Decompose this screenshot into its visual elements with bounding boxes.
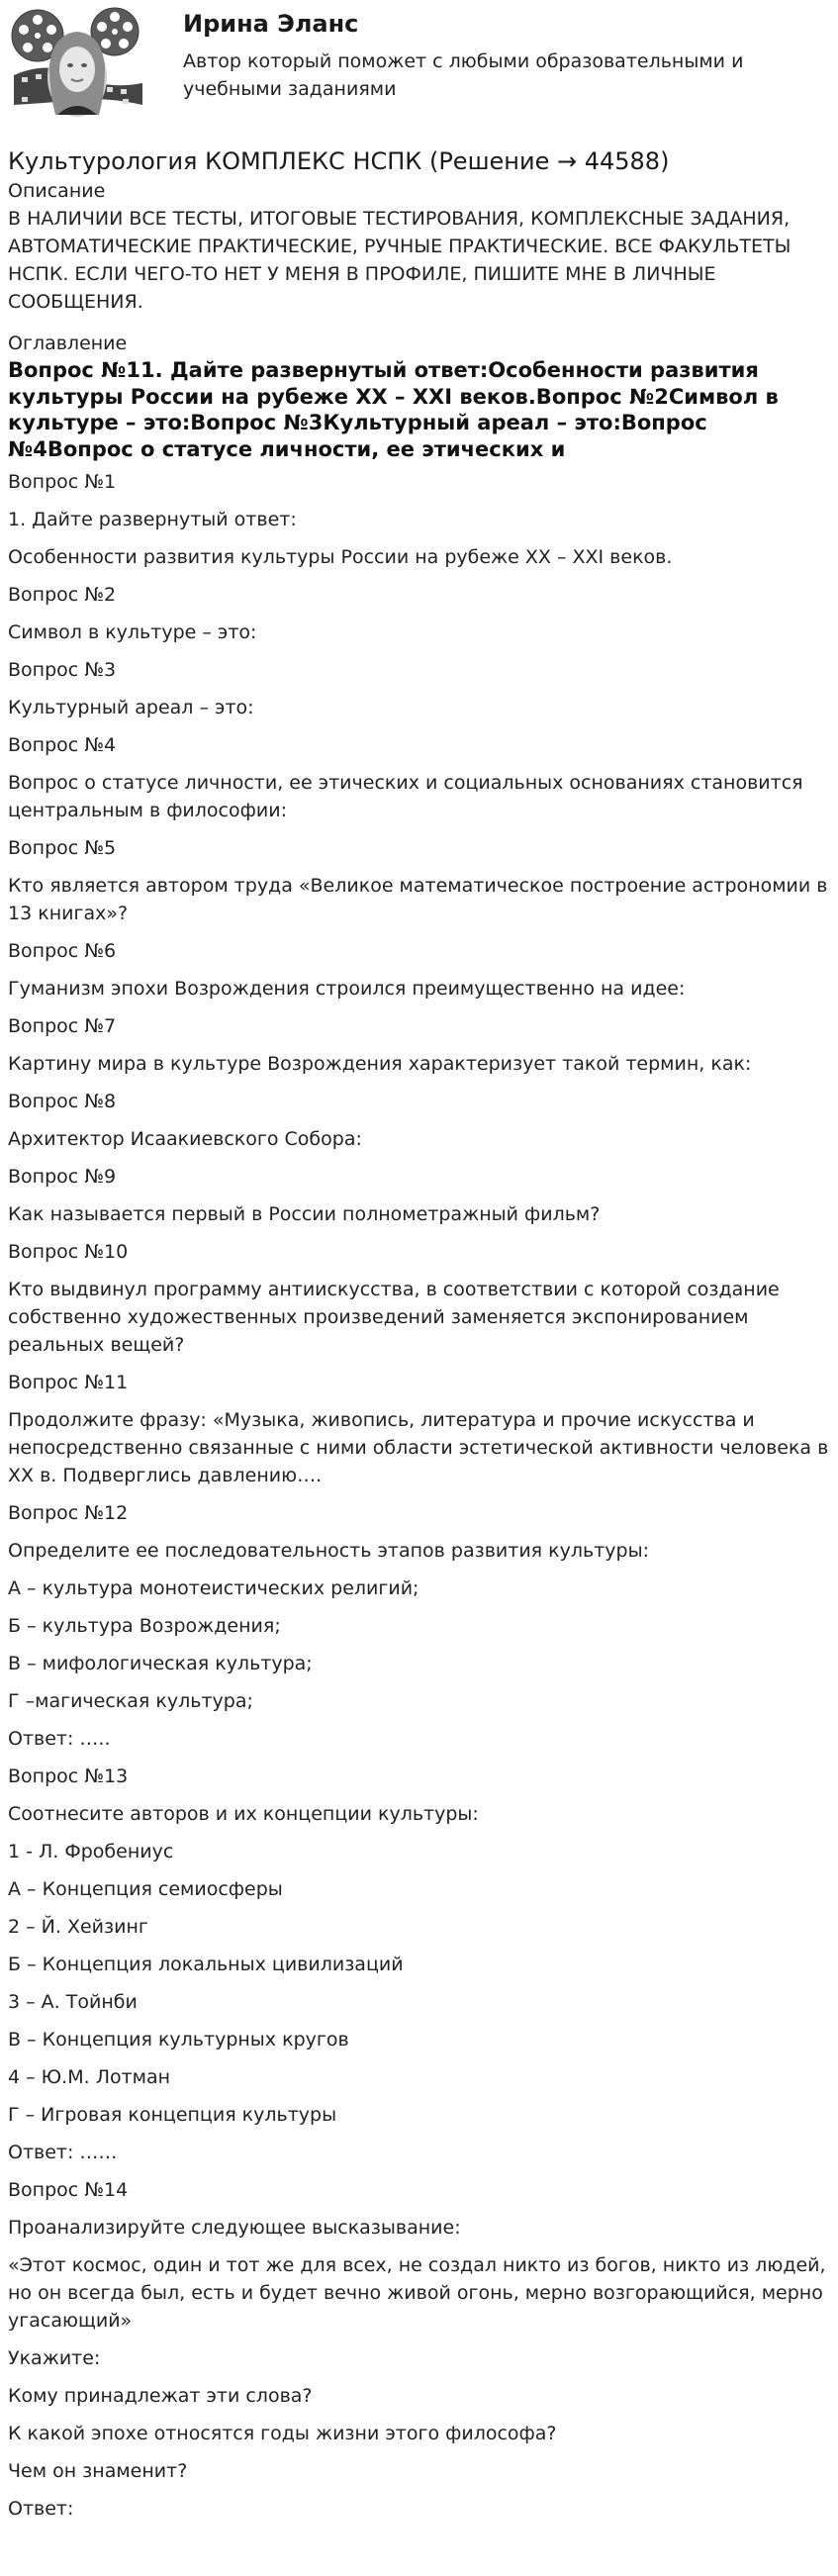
author-description: Автор который поможет с любыми образовательными и учебными заданиями	[183, 50, 744, 100]
question-text: Культурный ареал – это:	[8, 697, 254, 718]
question-text: Кто является автором труда «Великое математическое построение астрономии в 13 книгах»?	[8, 875, 828, 924]
question-header: Вопрос №13	[8, 1765, 129, 1787]
question-header: Вопрос №8	[8, 1091, 117, 1112]
description-text: В НАЛИЧИИ ВСЕ ТЕСТЫ, ИТОГОВЫЕ ТЕСТИРОВАНИЯ, КОМПЛЕКСНЫЕ ЗАДАНИЯ, АВТОМАТИЧЕСКИЕ ПРАКТИЧЕСКИЕ, РУЧНЫЕ ПРАКТИЧЕСКИЕ. ВСЕ ФАКУЛЬТЕТЫ НСПК. ЕСЛИ ЧЕГО-ТО НЕТ У МЕНЯ В ПРОФИЛЕ, ПИШИТЕ МНЕ В ЛИЧНЫЕ СООБЩЕНИЯ.	[8, 208, 791, 313]
film-reel-avatar-icon	[8, 6, 146, 125]
question-text: Особенности развития культуры России на рубеже XX – XXI веков.	[8, 546, 673, 568]
question-header: Вопрос №6	[8, 940, 117, 962]
match-item: 2 – Й. Хейзинг	[8, 1916, 148, 1938]
answer-option: Б – культура Возрождения;	[8, 1615, 281, 1637]
question-text: Продолжите фразу: «Музыка, живопись, литература и прочие искусства и непосредственно связанные с ними области эстетической активности человека в XX в. Подверглись давлению….	[8, 1409, 829, 1486]
question-text: Проанализируйте следующее высказывание:	[8, 2217, 461, 2239]
author-header	[0, 0, 838, 139]
question-text: Кому принадлежат эти слова?	[8, 2385, 313, 2407]
question-text: Гуманизм эпохи Возрождения строился преимущественно на идее:	[8, 978, 686, 1000]
question-header: Вопрос №3	[8, 659, 117, 681]
author-avatar[interactable]	[8, 6, 146, 125]
question-text: Кто выдвинул программу антиискусства, в соответствии с которой создание собственно художественных произведений заменяется экспонированием реальных вещей?	[8, 1279, 780, 1356]
question-text: К какой эпохе относятся годы жизни этого философа?	[8, 2423, 557, 2444]
answer-option: Г –магическая культура;	[8, 1690, 253, 1712]
question-header: Вопрос №10	[8, 1241, 129, 1263]
question-text: Чем он знаменит?	[8, 2460, 188, 2482]
question-text: Укажите:	[8, 2347, 101, 2369]
match-item: 3 – А. Тойнби	[8, 1991, 138, 2013]
question-header: Вопрос №14	[8, 2179, 129, 2201]
question-text: Соотнесите авторов и их концепции культуры:	[8, 1803, 479, 1825]
question-header: Вопрос №12	[8, 1502, 129, 1524]
match-item: Г – Игровая концепция культуры	[8, 2104, 337, 2126]
answer-option: В – мифологическая культура;	[8, 1653, 313, 1674]
table-of-contents: Вопрос №11. Дайте развернутый ответ:Особенности развития культуры России на рубеже XX – XXI веков.Вопрос №2Символ в культуре – это:Вопрос №3Культурный ареал – это:Вопрос №4Вопрос о статусе личности, ее этических и	[8, 358, 779, 461]
match-item: 1 - Л. Фробениус	[8, 1841, 174, 1862]
answer-placeholder: Ответ:	[8, 2498, 74, 2520]
question-text: Определите ее последовательность этапов развития культуры:	[8, 1540, 649, 1562]
question-header: Вопрос №9	[8, 1166, 117, 1188]
question-header: Вопрос №2	[8, 584, 117, 606]
match-item: Б – Концепция локальных цивилизаций	[8, 1954, 404, 1975]
match-item: В – Концепция культурных кругов	[8, 2029, 349, 2051]
quote-text: «Этот космос, один и тот же для всех, не создал никто из богов, никто из людей, но он всегда был, есть и будет вечно живой огонь, мерно возгорающийся, мерно угасающий»	[8, 2254, 826, 2332]
question-text: Архитектор Исаакиевского Собора:	[8, 1128, 362, 1150]
match-item: 4 – Ю.М. Лотман	[8, 2066, 171, 2088]
answer-option: А – культура монотеистических религий;	[8, 1577, 419, 1599]
document-title: Культурология КОМПЛЕКС НСПК (Решение → 44588)	[8, 147, 670, 175]
document-body	[8, 462, 830, 2523]
question-header: Вопрос №5	[8, 837, 117, 859]
question-header: Вопрос №4	[8, 734, 117, 756]
answer-placeholder: Ответ: ……	[8, 2142, 118, 2163]
question-text: Символ в культуре – это:	[8, 621, 257, 643]
match-item: А – Концепция семиосферы	[8, 1878, 283, 1900]
question-header: Вопрос №1	[8, 471, 117, 493]
author-name[interactable]: Ирина Эланс	[183, 10, 359, 38]
question-header: Вопрос №7	[8, 1015, 117, 1037]
question-header: Вопрос №11	[8, 1372, 129, 1393]
toc-label: Оглавление	[8, 333, 128, 354]
question-text: Картину мира в культуре Возрождения характеризует такой термин, как:	[8, 1053, 752, 1075]
question-text: Как называется первый в России полнометражный фильм?	[8, 1203, 601, 1225]
question-text: Вопрос о статусе личности, ее этических и социальных основаниях становится центральным в философии:	[8, 772, 803, 821]
description-label: Описание	[8, 180, 106, 202]
answer-placeholder: Ответ: …..	[8, 1728, 111, 1750]
question-text: 1. Дайте развернутый ответ:	[8, 509, 297, 530]
